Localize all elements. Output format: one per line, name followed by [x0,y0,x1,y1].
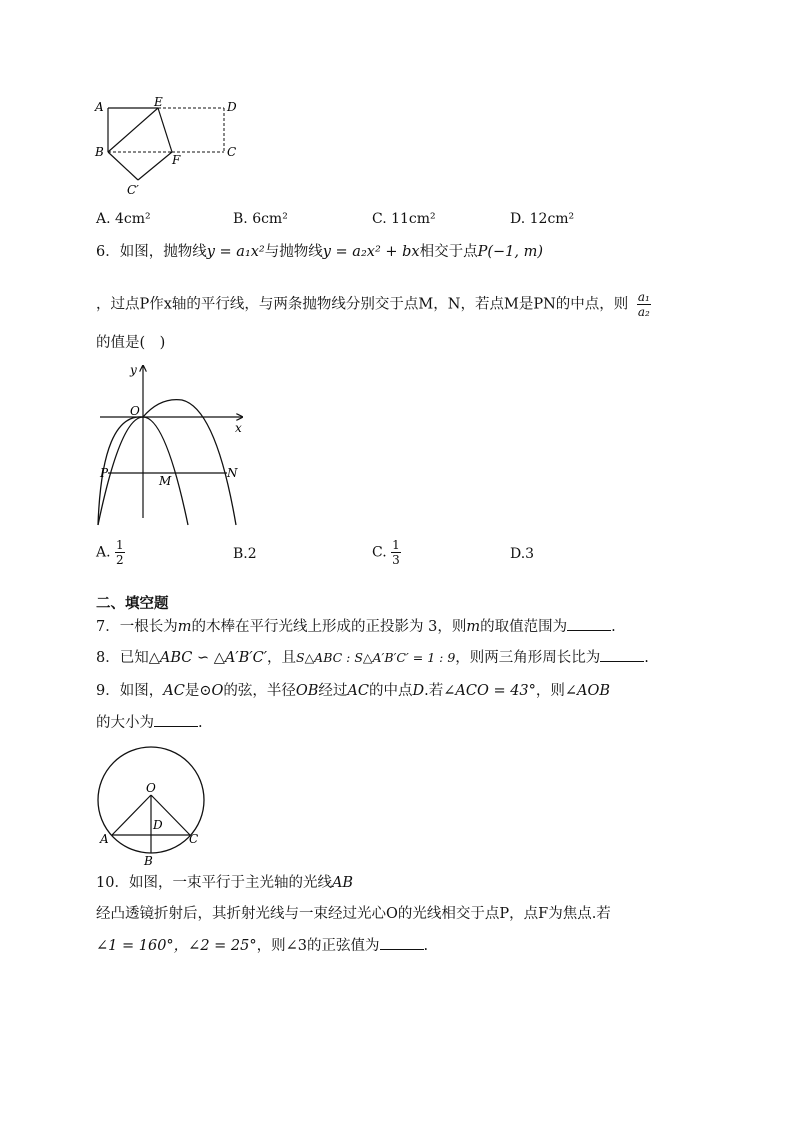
q6-option-a-num: 1 [116,538,124,552]
q9-text-e: 的中点 [368,683,413,699]
q6-text-a: 如图，抛物线 [119,244,207,260]
q6-fraction-den: a₂ [637,305,650,319]
q6-equation-1: y = a₁x² [206,244,265,260]
q7-answer-blank[interactable] [567,616,611,631]
label-y: y [130,363,137,377]
q5-option-d: D. 12cm² [510,211,575,227]
q9-point-d: D [412,683,425,699]
q9-circle-o: ⊙O [199,683,224,699]
label-D: D [227,100,237,114]
q9-chord-ac-2: AC [347,683,369,699]
figure-parabolas [90,360,260,530]
label-C-prime: C′ [127,183,139,197]
q6-option-a [96,538,125,567]
q7-text-a: 7．一根长为 [96,619,178,635]
q7-line [96,616,616,637]
label-C: C [189,832,199,846]
q9-line-2 [96,712,203,733]
label-C: C [227,145,237,159]
q5-option-a: A. 4cm² [96,211,151,227]
edge-BC-prime [108,152,138,180]
q6-line-2 [96,290,651,319]
q9-text-d: 经过 [318,683,348,699]
q8-end: . [644,650,649,666]
q6-option-c-label: C. [372,544,387,561]
q5-option-b: B. 6cm² [233,211,288,227]
q6-point: P(−1, m) [477,244,544,260]
q6-option-b: B.2 [233,546,257,562]
label-B: B [95,145,104,159]
edge-C-prime-F [138,152,172,180]
q10-ray-ab: AB [331,875,354,891]
q7-end: . [611,619,616,635]
q6-text-c: 相交于点 [419,244,478,260]
label-D: D [153,818,163,832]
q10-angles: ∠1 = 160°，∠2 = 25° [96,938,257,954]
q10-text-b: ，则∠3的正弦值为 [256,938,380,954]
q6-option-a-label: A. [96,544,111,561]
parabola-2 [98,400,236,525]
q10-line-2: 经凸透镜折射后，其折射光线与一束经过光心O的光线相交于点P，点F为焦点.若 [96,906,611,922]
q9-text-line2: 的大小为 [96,715,154,731]
label-E: E [154,95,163,109]
label-x: x [235,421,242,435]
edge-EF [158,108,172,152]
q6-text-b: 与抛物线 [264,244,323,260]
label-P: P [100,466,109,480]
label-A: A [95,100,104,114]
q10-answer-blank[interactable] [380,935,424,950]
q6-option-d: D.3 [510,546,535,562]
segment-OA [112,795,151,835]
q7-var-m: m [177,619,192,635]
q9-line-1 [96,681,610,701]
q6-fraction-num: a₁ [637,290,650,304]
q8-text-b: ，且 [267,650,296,666]
q10-end: . [423,938,429,954]
q6-option-a-fraction [115,538,125,567]
q6-option-c-num: 1 [392,538,400,552]
q6-text-line2: ，过点P作x轴的平行线，与两条抛物线分别交于点M，N，若点M是PN的中点，则 [96,296,629,313]
q9-chord-ac: AC [163,683,185,699]
q6-option-a-den: 2 [116,553,124,567]
q6-equation-2: y = a₂x² + bx [322,244,420,260]
q5-option-c: C. 11cm² [372,211,436,227]
figure-circle [92,743,217,868]
q9-text-a: 9．如图， [96,683,164,699]
q10-line-1 [96,873,353,893]
q9-text-b: 是 [184,683,200,699]
label-B: B [144,854,153,868]
label-F: F [172,153,181,167]
q8-similar-triangles: △ABC ∽ △A′B′C′ [148,650,267,666]
q8-line [96,647,649,668]
q6-option-c-den: 3 [392,553,400,567]
q10-text-a: 10．如图，一束平行于主光轴的光线 [96,875,332,891]
q6-option-c-fraction [391,538,401,567]
label-O: O [130,404,140,418]
q6-number: 6． [96,244,120,260]
figure-rectangle-fold [90,95,250,200]
q9-text-g: ，则 [535,683,565,699]
q9-angle-aco: ∠ACO = 43° [443,683,536,699]
q6-line-3: 的值是( ) [96,335,166,351]
q10-line-3 [96,935,428,956]
label-O: O [146,781,156,795]
q9-radius-ob: OB [295,683,319,699]
q9-text-f: .若 [424,683,444,699]
q8-text-c: ，则两三角形周长比为 [455,650,601,666]
q7-var-m-2: m [466,619,481,635]
edge-BE [108,108,158,152]
q6-line-1 [96,242,543,262]
q9-angle-aob: ∠AOB [564,683,611,699]
q6-option-c [372,538,401,567]
q6-fraction [637,290,651,319]
q7-text-b: 的木棒在平行光线上形成的正投影为 3，则 [191,619,467,635]
label-M: M [159,474,172,488]
q8-answer-blank[interactable] [600,647,644,662]
q7-text-c: 的取值范围为 [480,619,568,635]
section-heading-fill-in: 二、填空题 [96,596,169,612]
label-A: A [100,832,109,846]
q8-text-a: 8．已知 [96,650,149,666]
q9-answer-blank[interactable] [154,712,198,727]
q9-end: . [198,715,203,731]
label-N: N [227,466,238,480]
q9-text-c: 的弦，半径 [223,683,296,699]
q8-area-ratio: S△ABC : S△A′B′C′ = 1 : 9 [296,650,456,665]
